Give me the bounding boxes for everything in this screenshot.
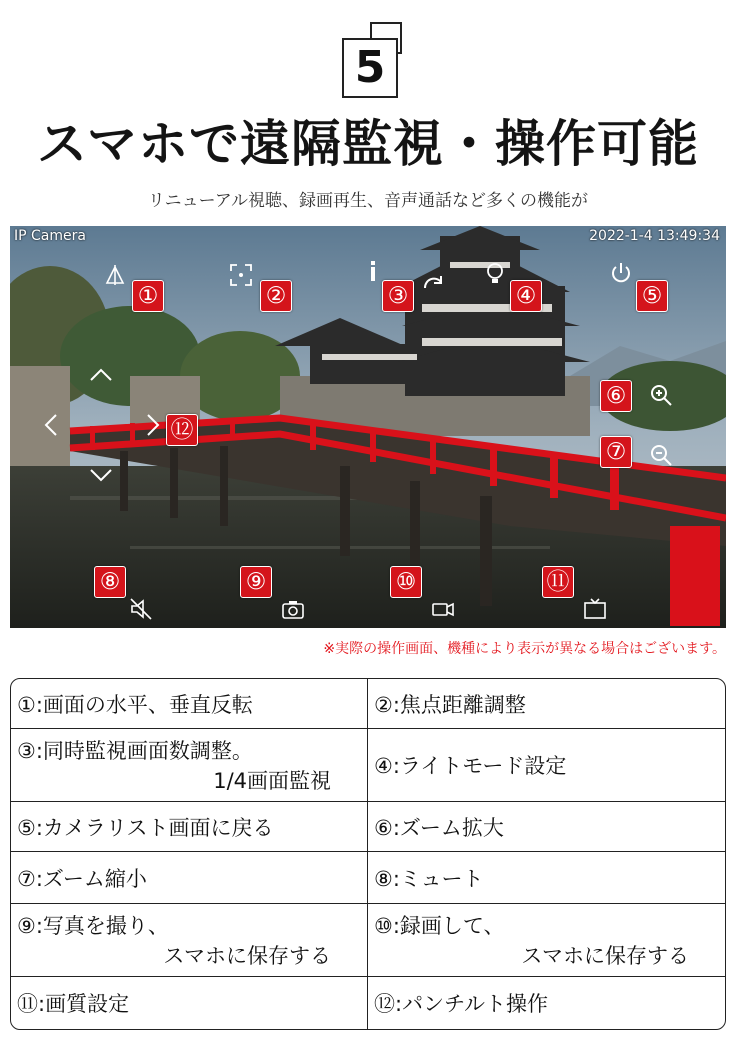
marker-11: ⑪	[542, 566, 574, 598]
zoom-out-icon[interactable]	[648, 442, 674, 468]
marker-3: ③	[382, 280, 414, 312]
arrow-right-icon[interactable]	[140, 412, 166, 438]
video-icon[interactable]	[430, 596, 456, 622]
feature-text: ⑧:ミュート	[374, 866, 484, 891]
feature-table	[10, 678, 726, 1030]
feature-text: ⑩:録画して、	[374, 914, 505, 938]
feature-cell	[11, 852, 368, 904]
feature-cell	[368, 852, 725, 904]
feature-text: ⑤:カメラリスト画面に戻る	[17, 815, 274, 840]
badge-number: 5	[342, 38, 398, 98]
feature-text: ③:同時監視画面数調整。	[17, 739, 253, 763]
marker-12: ⑫	[166, 414, 198, 446]
refresh-icon[interactable]	[420, 272, 446, 298]
focus-icon[interactable]	[228, 262, 254, 288]
feature-text: ①:画面の水平、垂直反転	[17, 692, 253, 717]
marker-1: ①	[132, 280, 164, 312]
camera-icon[interactable]	[280, 596, 306, 622]
feature-subtext: スマホに保存する	[163, 944, 331, 968]
arrow-up-icon[interactable]	[88, 362, 114, 388]
feature-cell	[368, 729, 725, 802]
arrow-down-icon[interactable]	[88, 462, 114, 488]
table-row	[11, 977, 725, 1029]
marker-6: ⑥	[600, 380, 632, 412]
table-row	[11, 679, 725, 729]
zoom-in-icon[interactable]	[648, 382, 674, 408]
feature-text: ②:焦点距離調整	[374, 692, 526, 717]
flip-icon[interactable]	[102, 262, 128, 288]
feature-text: ⑦:ズーム縮小	[17, 866, 147, 891]
feature-cell	[368, 904, 725, 977]
marker-7: ⑦	[600, 436, 632, 468]
arrow-left-icon[interactable]	[38, 412, 64, 438]
camera-view[interactable]	[10, 226, 726, 628]
feature-subtext: 1/4画面監視	[213, 769, 331, 793]
feature-cell	[368, 802, 725, 852]
marker-4: ④	[510, 280, 542, 312]
marker-5: ⑤	[636, 280, 668, 312]
feature-cell	[11, 977, 368, 1029]
table-row	[11, 802, 725, 852]
feature-subtext: スマホに保存する	[521, 944, 689, 968]
marker-9: ⑨	[240, 566, 272, 598]
marker-10: ⑩	[390, 566, 422, 598]
power-icon[interactable]	[608, 260, 634, 286]
camera-timestamp: 2022-1-4 13:49:34	[589, 228, 720, 244]
feature-text: ⑪:画質設定	[17, 992, 130, 1016]
disclaimer-note: ※実際の操作画面、機種により表示が異なる場合はございます。	[323, 641, 726, 657]
mute-icon[interactable]	[128, 596, 154, 622]
step-badge	[342, 22, 410, 102]
table-row	[11, 852, 725, 904]
feature-text: ⑫:パンチルト操作	[374, 992, 549, 1016]
feature-cell	[368, 679, 725, 729]
table-row	[11, 904, 725, 977]
page-title: スマホで遠隔監視・操作可能	[37, 115, 699, 173]
feature-cell	[11, 729, 368, 802]
feature-text: ⑨:写真を撮り、	[17, 914, 169, 938]
table-row	[11, 729, 725, 802]
camera-label: IP Camera	[14, 228, 86, 244]
feature-cell	[11, 802, 368, 852]
marker-8: ⑧	[94, 566, 126, 598]
feature-cell	[368, 977, 725, 1029]
quality-icon[interactable]	[582, 596, 608, 622]
light-icon[interactable]	[482, 260, 508, 286]
feature-text: ④:ライトモード設定	[374, 754, 567, 778]
feature-cell	[11, 679, 368, 729]
feature-cell	[11, 904, 368, 977]
page-subtitle: リニューアル視聴、録画再生、音声通話など多くの機能が	[147, 191, 589, 211]
marker-2: ②	[260, 280, 292, 312]
feature-text: ⑥:ズーム拡大	[374, 815, 504, 840]
